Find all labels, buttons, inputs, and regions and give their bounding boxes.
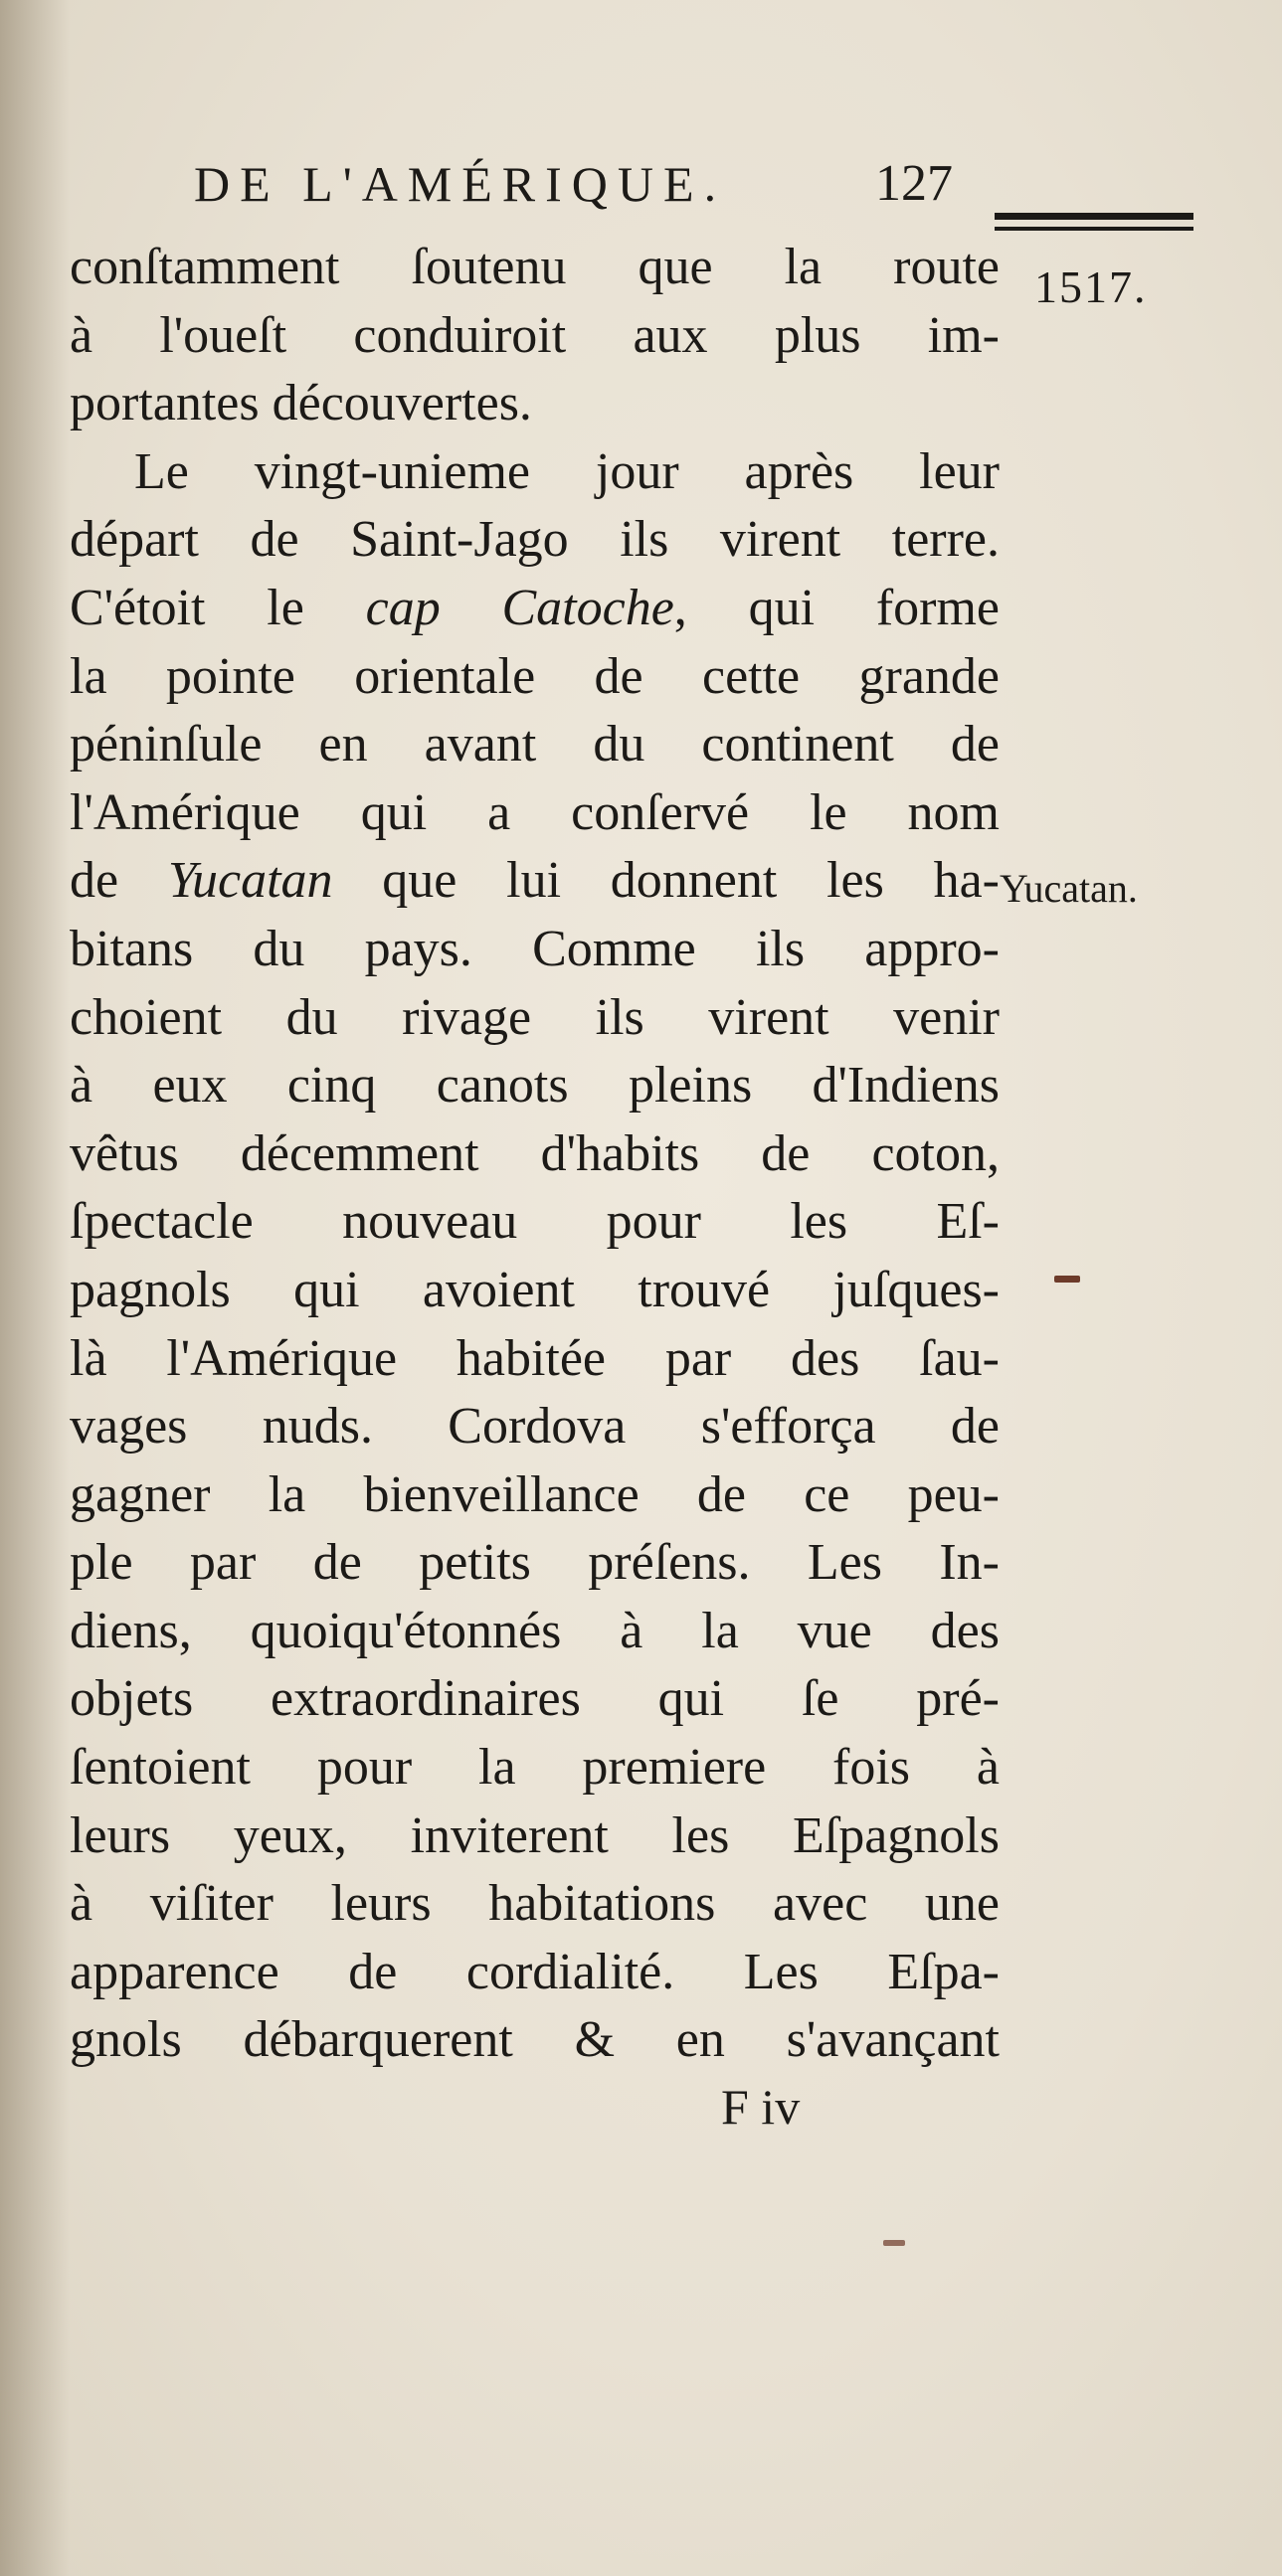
page-number: 127 bbox=[875, 155, 953, 212]
margin-note: Yucatan. bbox=[1000, 866, 1138, 911]
ink-speck bbox=[883, 2240, 905, 2246]
ink-speck bbox=[1054, 1276, 1080, 1283]
margin-date: 1517. bbox=[1034, 261, 1148, 312]
text-line bbox=[70, 1052, 1000, 1120]
line-text: vêtus décemment d'habits de coton, bbox=[70, 1124, 1000, 1182]
page-header bbox=[194, 149, 990, 219]
text-line bbox=[70, 1120, 1000, 1189]
signature-mark: F iv bbox=[721, 2079, 801, 2135]
line-text: ple par de petits préſens. Les In- bbox=[70, 1534, 1000, 1592]
header-rule bbox=[995, 213, 1193, 220]
text-line bbox=[70, 370, 1000, 438]
text-line bbox=[70, 1529, 1000, 1598]
text-line bbox=[70, 847, 1000, 916]
text-line bbox=[70, 711, 1000, 779]
line-text: objets extraordinaires qui ſe pré- bbox=[70, 1670, 1000, 1728]
line-text: , qui forme bbox=[673, 579, 1000, 636]
text-line bbox=[70, 1870, 1000, 1939]
text-line bbox=[70, 1257, 1000, 1325]
line-text: diens, quoiqu'étonnés à la vue des bbox=[70, 1602, 1000, 1659]
text-line bbox=[70, 506, 1000, 575]
italic-text: cap Catoche bbox=[365, 579, 674, 636]
running-head: DE L'AMÉRIQUE. bbox=[194, 156, 727, 212]
line-text: Le vingt-unieme jour après leur bbox=[134, 442, 1000, 500]
text-line bbox=[70, 1325, 1000, 1394]
text-line bbox=[70, 1461, 1000, 1530]
line-text: C'étoit le bbox=[70, 579, 366, 636]
line-text: ſentoient pour la premiere fois à bbox=[70, 1739, 1000, 1797]
text-line bbox=[70, 1803, 1000, 1871]
binding-shadow bbox=[0, 0, 70, 2576]
line-text: l'Amérique qui a conſervé le nom bbox=[70, 783, 1000, 841]
body-text bbox=[70, 234, 1000, 2075]
text-line bbox=[70, 1393, 1000, 1461]
line-text: conſtamment ſoutenu que la route bbox=[70, 239, 1000, 295]
text-line bbox=[70, 234, 1000, 302]
line-text: là l'Amérique habitée par des ſau- bbox=[70, 1329, 1000, 1387]
text-line bbox=[70, 302, 1000, 371]
text-line bbox=[70, 643, 1000, 712]
text-line bbox=[70, 438, 1000, 507]
line-text: de bbox=[70, 852, 168, 910]
line-text: départ de Saint-Jago ils virent terre. bbox=[70, 511, 1000, 569]
line-text: péninſule en avant du continent de bbox=[70, 716, 1000, 773]
text-line bbox=[70, 575, 1000, 643]
italic-text: Yucatan bbox=[167, 852, 333, 910]
text-line bbox=[70, 779, 1000, 848]
line-text: la pointe orientale de cette grande bbox=[70, 647, 1000, 705]
line-text: à viſiter leurs habitations avec une bbox=[70, 1875, 1000, 1933]
line-text: gnols débarquerent & en s'avançant bbox=[70, 2011, 1000, 2069]
line-text: vages nuds. Cordova s'efforça de bbox=[70, 1398, 1000, 1456]
line-text: que lui donnent les ha- bbox=[332, 852, 1000, 910]
line-text: leurs yeux, inviterent les Eſpagnols bbox=[70, 1806, 1000, 1864]
text-line bbox=[70, 916, 1000, 984]
line-text: ſpectacle nouveau pour les Eſ- bbox=[70, 1193, 1000, 1251]
line-text: portantes découvertes. bbox=[70, 375, 532, 432]
line-text: pagnols qui avoient trouvé juſques- bbox=[70, 1261, 1000, 1318]
line-text: gagner la bienveillance de ce peu- bbox=[70, 1465, 1000, 1523]
line-text: bitans du pays. Comme ils appro- bbox=[70, 920, 1000, 977]
line-text: apparence de cordialité. Les Eſpa- bbox=[70, 1943, 1000, 2000]
text-line bbox=[70, 1188, 1000, 1257]
text-line bbox=[70, 1665, 1000, 1734]
text-line bbox=[70, 1734, 1000, 1803]
line-text: choient du rivage ils virent venir bbox=[70, 988, 1000, 1046]
line-text: à l'oueſt conduiroit aux plus im- bbox=[70, 306, 1000, 364]
text-line bbox=[70, 1598, 1000, 1666]
text-line bbox=[70, 984, 1000, 1053]
text-line bbox=[70, 2006, 1000, 2075]
text-line bbox=[70, 1939, 1000, 2007]
line-text: à eux cinq canots pleins d'Indiens bbox=[70, 1057, 1000, 1115]
header-rule-thin bbox=[995, 227, 1193, 231]
